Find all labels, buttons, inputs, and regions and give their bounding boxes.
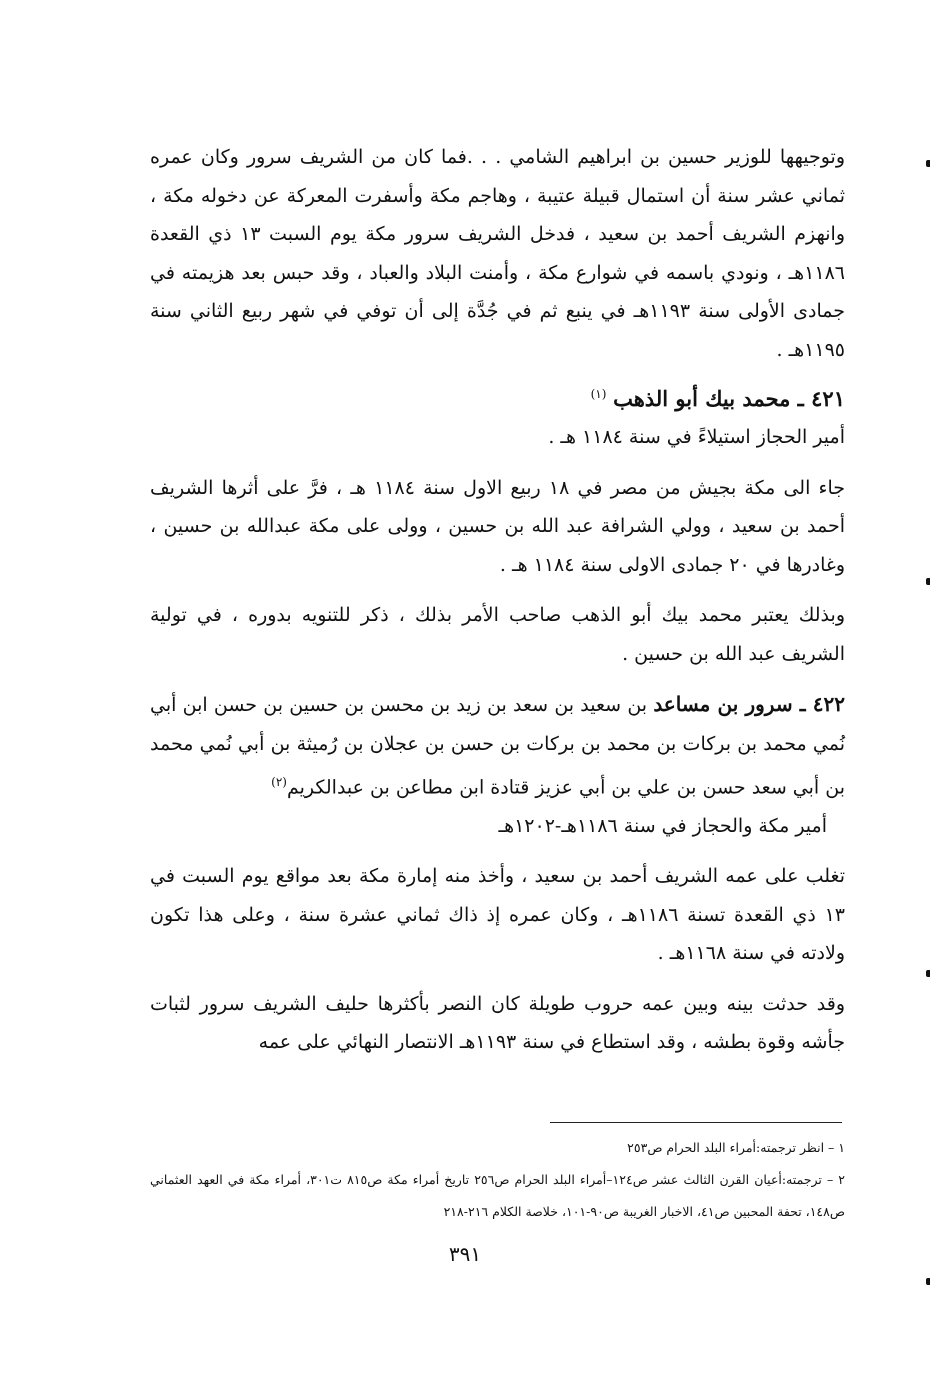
entry-421-name: ٤٢١ ـ محمد بيك أبو الذهب (613, 386, 845, 411)
entry-422-paragraph-2: وقد حدثت بينه وبين عمه حروب طويلة كان النصر بأكثرها حليف الشريف سرور لثبات جأشه وقوة بطشه ، وقد استطاع في سنة ١١٩٣هـ الانتصار النهائي على عمه (150, 992, 845, 1054)
entry-422-lineage (150, 685, 845, 807)
footnotes (150, 1132, 845, 1228)
entry-421-heading (150, 375, 845, 418)
entry-421-title: أمير الحجاز استيلاءً في سنة ١١٨٤ هـ . (548, 426, 845, 448)
margin-mark (926, 970, 930, 977)
footnote-1: ١ – انظر ترجمته:أمراء البلد الحرام ص٢٥٣ (627, 1140, 845, 1155)
entry-421-paragraph-2: وبذلك يعتبر محمد بيك أبو الذهب صاحب الأمر بذلك ، ذكر للتنويه بدوره ، في تولية الشريف عبد الله بن حسين . (150, 604, 845, 665)
entry-422-lineage-text: بن سعيد بن سعد بن زيد بن محسن بن حسين بن حسن ابن أبي نُمي محمد بن بركات بن محمد بن بركات بن حسن بن عجلان بن رُميثة بن أبي نُمي محمد بن أبي سعد حسن بن علي بن أبي عزيز قتادة ابن مطاعن بن عبدالكريم (150, 694, 845, 799)
entry-421-paragraph-1: جاء الى مكة بجيش من مصر في ١٨ ربيع الاول سنة ١١٨٤ هـ ، فرَّ على أثرها الشريف أحمد بن سعيد ، وولي الشرافة عبد الله بن حسين ، وولى على مكة عبدالله بن حسين ، وغادرها في ٢٠ جمادى الاولى سنة ١١٨٤ هـ . (150, 476, 845, 576)
margin-mark (926, 1278, 930, 1285)
paragraph-intro: وتوجيهها للوزير حسين بن ابراهيم الشامي . . .فما كان من الشريف سرور وكان عمره ثماني عشر سنة أن استمال قبيلة عتيبة ، وهاجم مكة وأسفرت المعركة عن دخوله مكة ، وانهزم الشريف أحمد بن سعيد ، فدخل الشريف سرور مكة يوم السبت ١٣ ذي القعدة ١١٨٦هـ ، ونودي باسمه في شوارع مكة ، وأمنت البلاد والعباد ، وقد حبس بعد هزيمته في جمادى الأولى سنة ١١٩٣هـ في ينبع ثم في جُدَّة إلى أن توفي في شهر ربيع الثاني سنة ١١٩٥هـ . (150, 146, 846, 361)
page-body (150, 138, 845, 1062)
footnote-ref-2: (٢) (271, 775, 287, 789)
page-number: ٣٩١ (448, 1242, 482, 1266)
footnote-divider (550, 1122, 842, 1123)
footnote-ref-1: (١) (590, 387, 607, 401)
entry-422-paragraph-1: تغلب على عمه الشريف أحمد بن سعيد ، وأخذ منه إمارة مكة بعد مواقع يوم السبت في ١٣ ذي القعدة تسنة ١١٨٦هـ ، وكان عمره إذ ذاك ثماني عشرة سنة ، وعلى هذا تكون ولادته في سنة ١١٦٨هـ . (150, 865, 845, 965)
footnote-2: ٢ – ترجمته:أعيان القرن الثالث عشر ص١٢٤–أمراء البلد الحرام ص٢٥٦ تاريخ أمراء مكة ص٨١٥ ت٣٠١، أمراء مكة في العهد العثماني ص١٤٨، تحفة المحبين ص٤١، الاخبار الغريبة ص٩٠-١٠١، خلاصة الكلام ٢١٦-٢١٨ (150, 1172, 845, 1219)
entry-422-name: ٤٢٢ ـ سرور بن مساعد (653, 692, 845, 716)
margin-mark (926, 578, 930, 585)
entry-422-title: أمير مكة والحجاز في سنة ١١٨٦هـ-١٢٠٢هـ (498, 814, 827, 837)
margin-mark (926, 160, 930, 167)
